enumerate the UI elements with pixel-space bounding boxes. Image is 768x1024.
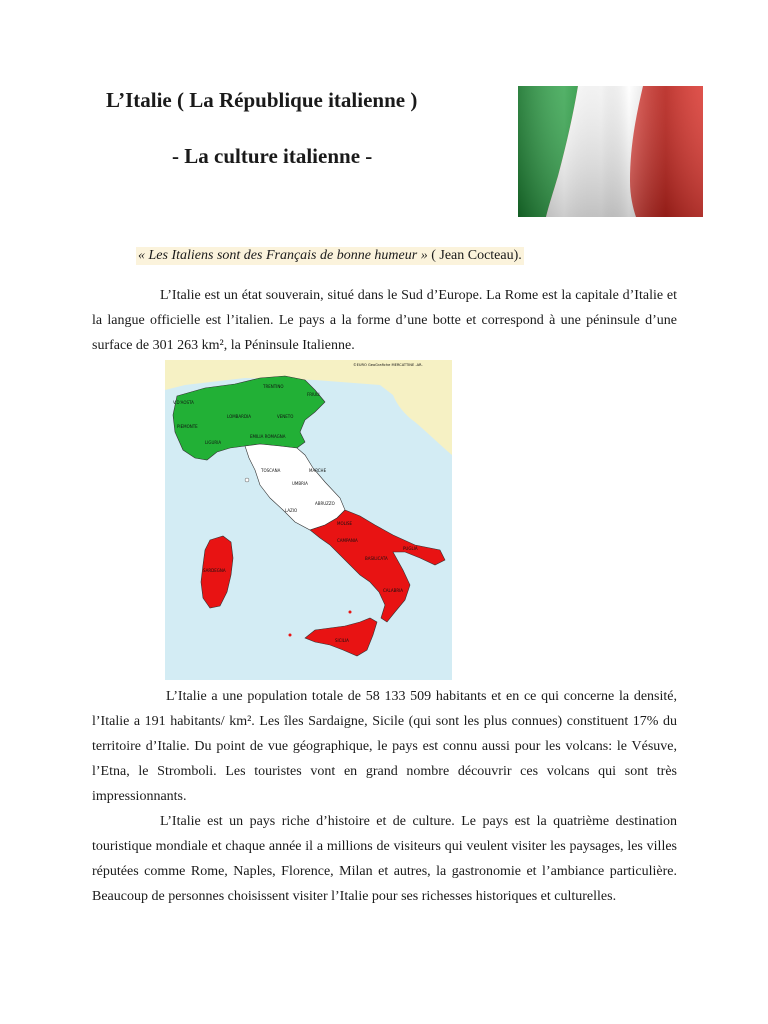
epigraph-quote [136,247,524,265]
paragraph-population: L’Italie a une population totale de 58 133 509 habitants et en ce qui concerne la densité, l’Italie a 191 habitants/ km². Les îles Sardaigne, Sicile (qui sont les plus connues) constituent 17% du territoire d’Italie. Du point de vue géographique, le pays est connu aussi pour les volcans: le Vésuve, l’Etna, le Stromboli. Les touristes vont en grand nombre découvrir ces volcans qui sont très impressionnants. [92,689,677,804]
quote-author: ( Jean Cocteau). [427,248,522,263]
label-piemonte: PIEMONTE [177,424,198,429]
label-emilia: EMILIA ROMAGNA [250,434,286,439]
italy-regions-map [165,360,452,680]
quote-text: « Les Italiens sont des Français de bonne humeur » [138,248,428,263]
island-small [289,634,292,637]
italy-map-svg [165,360,452,680]
map-credit: ©EURO GeoGrafiche MERCATTINE -AR- [353,363,423,367]
island-aeolian [349,611,352,614]
label-trentino: TRENTINO [263,384,284,389]
label-marche: MARCHE [309,468,327,473]
label-liguria: LIGURIA [205,440,222,445]
label-campania: CAMPANIA [337,538,358,543]
label-friuli: FRIULI [307,392,320,397]
label-veneto: VENETO [277,414,294,419]
label-valle-aosta: V.D'AOSTA [173,400,194,405]
label-basilicata: BASILICATA [365,556,388,561]
label-toscana: TOSCANA [261,468,281,473]
italian-flag-image [518,86,703,217]
island-elba [245,478,249,482]
label-calabria: CALABRIA [383,588,404,593]
main-title: L’Italie ( La République italienne ) [106,88,418,112]
paragraph-culture: L’Italie est un pays riche d’histoire et de culture. Le pays est la quatrième destination touristique mondiale et chaque année il a millions de visiteurs qui veulent visiter les paysages, les villes réputées comme Rome, Naples, Florence, Milan et autres, la gastronomie et l’ambiance particulière. Beaucoup de personnes choisissent visiter l’Italie pour ses richesses historiques et culturelles. [92,814,677,904]
label-umbria: UMBRIA [292,481,308,486]
paragraph-intro: L’Italie est un état souverain, situé dans le Sud d’Europe. La Rome est la capitale d’Italie et la langue officielle est l’italien. Le pays a la forme d’une botte et correspond à une péninsule d’une surface de 301 263 km², la Péninsule Italienne. [92,288,677,353]
label-puglia: PUGLIA [403,546,418,551]
label-lazio: LAZIO [285,508,298,513]
label-sardegna: SARDEGNA [203,568,226,573]
subtitle: - La culture italienne - [172,144,373,168]
label-molise: MOLISE [337,521,353,526]
label-lombardia: LOMBARDIA [227,414,251,419]
label-abruzzo: ABRUZZO [315,501,335,506]
label-sicilia: SICILIA [335,638,349,643]
